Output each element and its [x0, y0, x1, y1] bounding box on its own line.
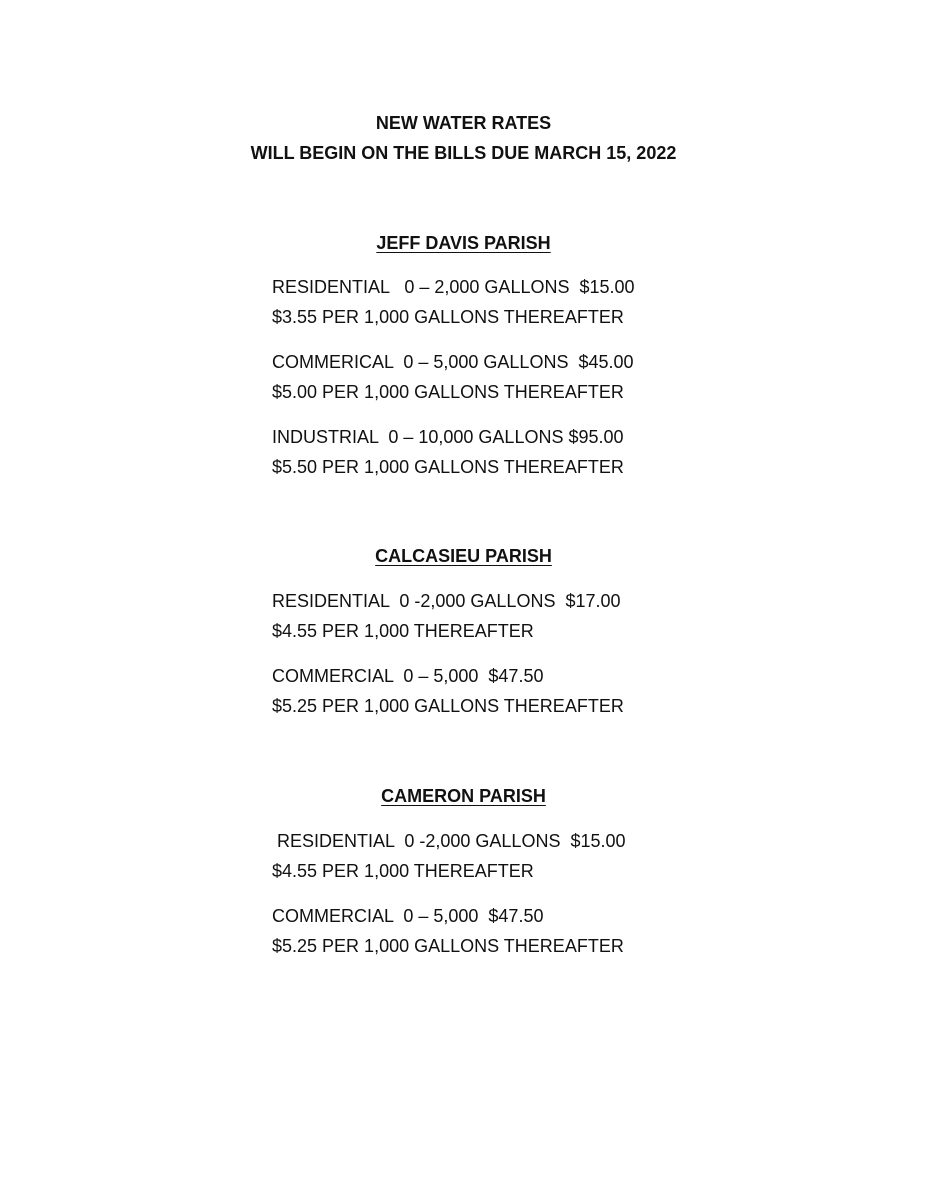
rate-extra-line: $4.55 PER 1,000 THEREAFTER	[272, 861, 534, 881]
page-subtitle: WILL BEGIN ON THE BILLS DUE MARCH 15, 2022	[250, 143, 677, 163]
rate-extra-line: $3.55 PER 1,000 GALLONS THEREAFTER	[272, 307, 624, 327]
page-title: NEW WATER RATES	[375, 113, 552, 133]
rate-base-line: COMMERCIAL 0 – 5,000 $47.50	[272, 666, 544, 686]
rate-base-line: RESIDENTIAL 0 – 2,000 GALLONS $15.00	[272, 277, 635, 297]
rate-extra-line: $4.55 PER 1,000 THEREAFTER	[272, 621, 534, 641]
rate-extra-line: $5.25 PER 1,000 GALLONS THEREAFTER	[272, 936, 624, 956]
rate-base-line: INDUSTRIAL 0 – 10,000 GALLONS $95.00	[272, 427, 624, 447]
section-heading: JEFF DAVIS PARISH	[376, 233, 551, 253]
rate-base-line: RESIDENTIAL 0 -2,000 GALLONS $17.00	[272, 591, 621, 611]
section-heading: CALCASIEU PARISH	[375, 546, 552, 566]
rate-extra-line: $5.25 PER 1,000 GALLONS THEREAFTER	[272, 696, 624, 716]
rate-base-line: COMMERICAL 0 – 5,000 GALLONS $45.00	[272, 352, 634, 372]
section-heading: CAMERON PARISH	[381, 786, 546, 806]
rate-extra-line: $5.50 PER 1,000 GALLONS THEREAFTER	[272, 457, 624, 477]
rate-extra-line: $5.00 PER 1,000 GALLONS THEREAFTER	[272, 382, 624, 402]
rate-base-line: COMMERCIAL 0 – 5,000 $47.50	[272, 906, 544, 926]
rate-base-line: RESIDENTIAL 0 -2,000 GALLONS $15.00	[272, 831, 626, 851]
